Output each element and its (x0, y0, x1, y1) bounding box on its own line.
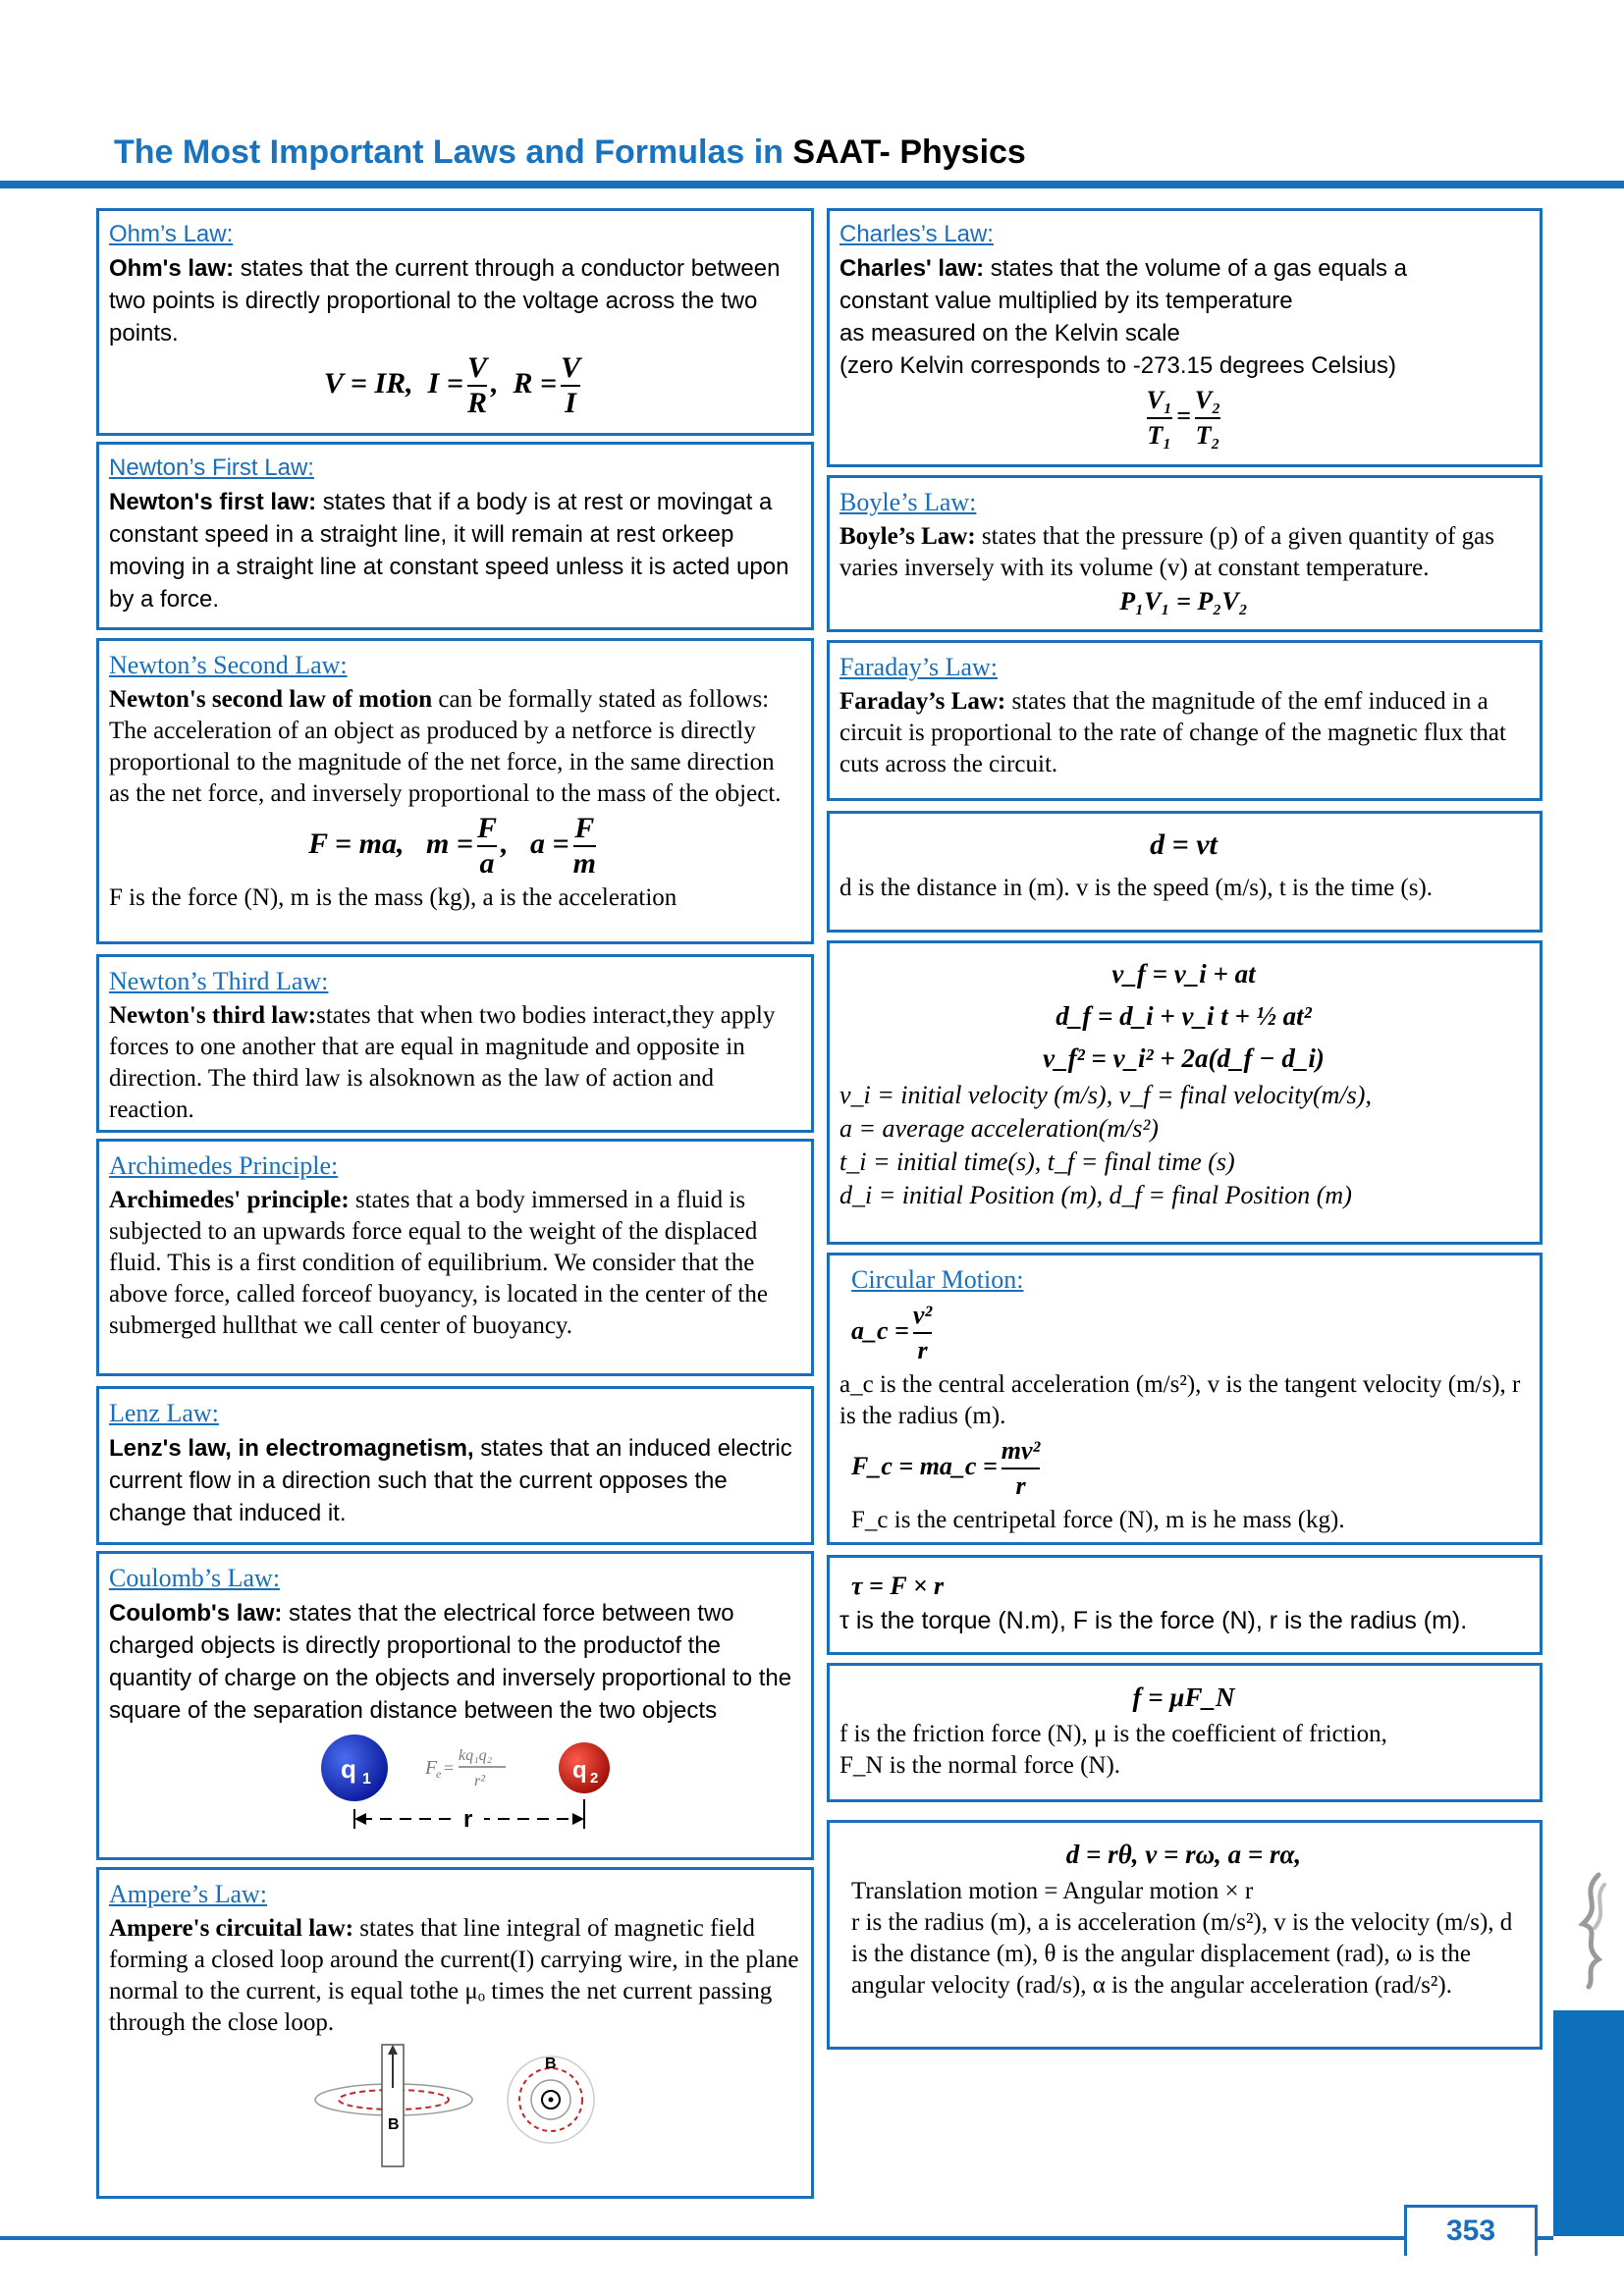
charles-heading: Charles’s Law: (839, 221, 994, 247)
side-bar (1553, 2010, 1624, 2236)
newton1-heading: Newton’s First Law: (109, 454, 314, 481)
faraday-text: Faraday’s Law: states that the magnitude of the emf induced in a circuit is proportional to the rate of change of the magnetic flux that cuts across the circuit. (839, 688, 1506, 777)
svg-text:r²: r² (474, 1773, 486, 1789)
svg-text:B: B (388, 2116, 400, 2133)
newton2-equation: F = ma, m = $\frac{F}{a}$ , a = $\frac{F}{m}$ (308, 812, 596, 880)
rotation-equation: d = rθ, v = rω, a = rα, (1065, 1840, 1302, 1869)
circular-box (827, 1253, 1543, 1545)
kinematics-box (827, 940, 1543, 1245)
kinematics-eq2: d_f = d_i + v_i t + ½ at² (1056, 1001, 1312, 1031)
svg-text:e: e (436, 1767, 442, 1781)
lenz-heading: Lenz Law: (109, 1399, 219, 1427)
friction-equation: f = μF_N (1132, 1682, 1235, 1712)
kinematics-l4: d_i = initial Position (m), d_f = final Position (m) (839, 1181, 1352, 1209)
speed-equation: d = vt (1150, 828, 1218, 861)
newton2-box (96, 638, 814, 944)
rotation-l1: Translation motion = Angular motion × r (851, 1878, 1254, 1904)
friction-note1: f is the friction force (N), μ is the coefficient of friction, (839, 1721, 1387, 1747)
lenz-text: Lenz's law, in electromagnetism, states that an induced electric current flow in a direction such that the current opposes the change that induced it. (109, 1435, 792, 1526)
boyle-text: Boyle’s Law: states that the pressure (p) of a given quantity of gas varies inversely with its volume (v) at constant temperature. (839, 523, 1494, 581)
friction-box (827, 1663, 1543, 1802)
boyle-heading: Boyle’s Law: (839, 488, 977, 516)
boyle-equation: P₁V₁ = P₂V₂ (1119, 587, 1248, 615)
newton1-text: Newton's first law: states that if a body is at rest or movingat a constant speed in a straight line, it will remain at rest orkeep moving in a straight line at constant speed unless it is acted upon by a force. (109, 489, 789, 613)
speed-note: d is the distance in (m). v is the speed (m/s), t is the time (s). (839, 875, 1434, 901)
ohm-text: Ohm's law: states that the current through a conductor between two points is directly proportional to the voltage across the two points. (109, 255, 781, 347)
faraday-box (827, 640, 1543, 801)
faraday-heading: Faraday’s Law: (839, 653, 999, 681)
title-main: The Most Important Laws and Formulas in (114, 133, 793, 171)
ampere-box (96, 1867, 814, 2199)
header-rule (0, 181, 1624, 188)
circular-note2: F_c is the centripetal force (N), m is he mass (kg). (851, 1507, 1345, 1533)
newton2-heading: Newton’s Second Law: (109, 651, 348, 679)
archimedes-box (96, 1139, 814, 1376)
kinematics-eq3: v_f² = v_i² + 2a(d_f − d_i) (1043, 1043, 1325, 1073)
coulomb-heading: Coulomb’s Law: (109, 1564, 281, 1592)
svg-text:kq₁q₂: kq₁q₂ (459, 1747, 493, 1764)
svg-text:F: F (425, 1757, 438, 1779)
title-tail: SAAT- Physics (792, 133, 1026, 171)
svg-text:B: B (545, 2056, 557, 2072)
archimedes-heading: Archimedes Principle: (109, 1151, 339, 1180)
page-number: 353 (1404, 2205, 1538, 2256)
ampere-diagram (109, 2039, 801, 2176)
circular-fc-equation: F_c = ma_c = $\frac{\text{mv²}}{r}$ (851, 1436, 1041, 1500)
brand-logo-icon (1569, 1865, 1612, 1993)
rotation-box (827, 1820, 1543, 2050)
circular-heading: Circular Motion: (851, 1265, 1024, 1294)
coulomb-diagram (109, 1727, 801, 1835)
ohm-heading: Ohm’s Law: (109, 221, 234, 247)
torque-note: τ is the torque (N.m), F is the force (N), r is the radius (m). (839, 1607, 1468, 1634)
newton3-text: Newton's third law:states that when two bodies interact,they apply forces to one another that are equal in magnitude and opposite in direction. The third law is alsoknown as the law of action and reaction. (109, 1002, 776, 1123)
kinematics-l3: t_i = initial time(s), t_f = final time (s) (839, 1148, 1235, 1176)
charles-text: Charles' law: states that the volume of a gas equals a constant value multiplied by its temperature as measured on the Kelvin scale (zero Kelvin corresponds to -273.15 degrees Celsius) (839, 255, 1408, 379)
newton3-heading: Newton’s Third Law: (109, 967, 329, 995)
charles-equation: $\frac{\text{V₁}}{\text{T₁}}$ = $\frac{\text{V₂}}{\text{T₂}}$ (1146, 386, 1221, 450)
page-title (114, 133, 1026, 172)
circular-note1: a_c is the central acceleration (m/s²), v is the tangent velocity (m/s), r is the radius (m). (839, 1371, 1521, 1429)
svg-text:q: q (572, 1757, 587, 1784)
ampere-text: Ampere's circuital law: states that line integral of magnetic field forming a closed loop around the current(I) carrying wire, in the plane normal to the current, is equal tothe μₒ times the net current passing through the close loop. (109, 1915, 799, 2036)
ampere-heading: Ampere’s Law: (109, 1880, 268, 1908)
torque-box (827, 1555, 1543, 1655)
coulomb-box (96, 1551, 814, 1860)
svg-text:1: 1 (362, 1771, 371, 1788)
kinematics-l1: v_i = initial velocity (m/s), v_f = final velocity(m/s), (839, 1081, 1372, 1109)
lenz-box (96, 1386, 814, 1545)
newton3-box (96, 954, 814, 1133)
charles-box (827, 208, 1543, 467)
friction-note2: F_N is the normal force (N). (839, 1752, 1121, 1779)
archimedes-text: Archimedes' principle: states that a body immersed in a fluid is subjected to an upwards force equal to the weight of the displaced fluid. This is a first condition of equilibrium. We consider that the above force, called forceof buoyancy, is located in the center of the submerged hullthat we call center of buoyancy. (109, 1187, 768, 1339)
newton2-note: F is the force (N), m is the mass (kg), a is the acceleration (109, 884, 677, 911)
kinematics-l2: a = average acceleration(m/s²) (839, 1114, 1159, 1143)
footer-rule (0, 2236, 1553, 2240)
kinematics-eq1: v_f = v_i + at (1111, 959, 1256, 988)
newton1-box (96, 442, 814, 630)
newton2-text: Newton's second law of motion can be formally stated as follows: The acceleration of an object as produced by a netforce is directly proportional to the magnitude of the net force, in the same direction as the net force, and inversely proportional to the mass of the object. (109, 686, 782, 807)
svg-text:q: q (341, 1754, 356, 1784)
boyle-box (827, 475, 1543, 632)
svg-text:=: = (444, 1758, 455, 1778)
ohm-equation: V = IR, I = $\frac{V}{R}$ , R = $\frac{V}{I}$ (323, 351, 581, 419)
torque-equation: τ = F × r (851, 1572, 945, 1600)
rotation-l2: r is the radius (m), a is acceleration (m/s²), v is the velocity (m/s), d is the distance (m), θ is the angular displacement (rad), ω is the angular velocity (rad/s), α is the angular acceleration (rad/s²). (851, 1909, 1513, 1999)
svg-text:r: r (463, 1806, 473, 1833)
coulomb-text: Coulomb's law: states that the electrical force between two charged objects is directly proportional to the productof the quantity of charge on the objects and inversely proportional to the square of the separation distance between the two objects (109, 1600, 792, 1724)
circular-ac-equation: a_c = $\frac{\text{v²}}{r}$ (851, 1301, 933, 1364)
speed-box (827, 811, 1543, 933)
svg-text:2: 2 (590, 1770, 599, 1787)
ohm-box (96, 208, 814, 436)
